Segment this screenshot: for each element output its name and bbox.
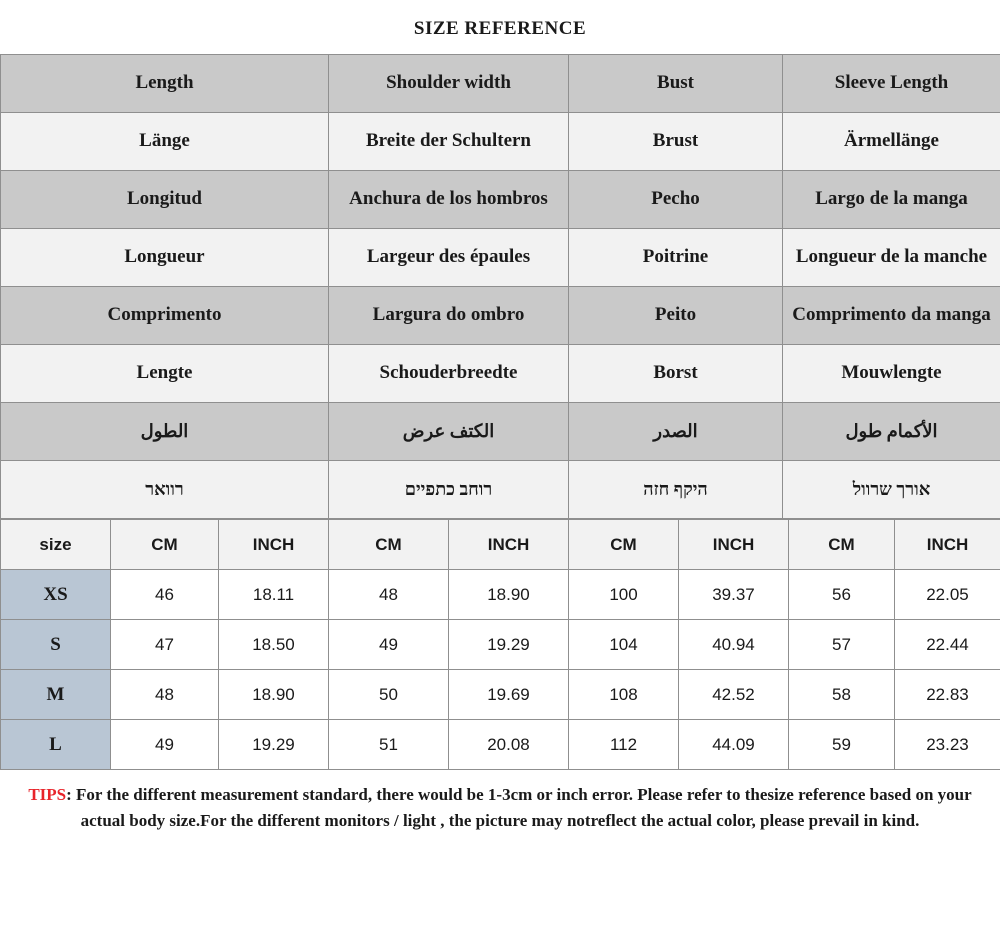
lang-length: Longueur bbox=[1, 229, 329, 287]
table-row bbox=[1, 113, 1000, 171]
lang-shoulder: Anchura de los hombros bbox=[329, 171, 569, 229]
cell-shoulder-inch: 20.08 bbox=[449, 720, 569, 770]
cell-shoulder-inch: 19.29 bbox=[449, 620, 569, 670]
lang-length: Longitud bbox=[1, 171, 329, 229]
tips-label: TIPS bbox=[28, 785, 67, 804]
cell-sleeve-inch: 22.44 bbox=[895, 620, 1000, 670]
lang-sleeve: Mouwlengte bbox=[783, 345, 1000, 403]
lang-shoulder: Largeur des épaules bbox=[329, 229, 569, 287]
cell-bust-cm: 100 bbox=[569, 570, 679, 620]
table-row bbox=[1, 670, 1000, 720]
cell-bust-inch: 42.52 bbox=[679, 670, 789, 720]
cell-length-inch: 18.50 bbox=[219, 620, 329, 670]
lang-shoulder: רוחב כתפיים bbox=[329, 461, 569, 519]
cell-bust-inch: 44.09 bbox=[679, 720, 789, 770]
lang-bust: Borst bbox=[569, 345, 783, 403]
table-row bbox=[1, 171, 1000, 229]
cell-length-inch: 19.29 bbox=[219, 720, 329, 770]
cell-sleeve-inch: 22.05 bbox=[895, 570, 1000, 620]
table-row bbox=[1, 287, 1000, 345]
lang-sleeve: Largo de la manga bbox=[783, 171, 1000, 229]
table-row bbox=[1, 461, 1000, 519]
size-label: S bbox=[1, 620, 111, 670]
page-title: SIZE REFERENCE bbox=[413, 18, 587, 39]
table-row bbox=[1, 345, 1000, 403]
lang-bust: Peito bbox=[569, 287, 783, 345]
lang-length: רוואר bbox=[1, 461, 329, 519]
cell-length-cm: 46 bbox=[111, 570, 219, 620]
measurement-table bbox=[0, 519, 1000, 770]
table-row bbox=[1, 570, 1000, 620]
unit-header-cm-bust: CM bbox=[569, 520, 679, 570]
lang-shoulder: Breite der Schultern bbox=[329, 113, 569, 171]
language-table bbox=[0, 54, 1000, 519]
table-row bbox=[1, 55, 1000, 113]
unit-header-inch-sleeve: INCH bbox=[895, 520, 1000, 570]
lang-sleeve: Longueur de la manche bbox=[783, 229, 1000, 287]
cell-shoulder-cm: 49 bbox=[329, 620, 449, 670]
cell-shoulder-cm: 50 bbox=[329, 670, 449, 720]
cell-sleeve-inch: 23.23 bbox=[895, 720, 1000, 770]
cell-sleeve-cm: 59 bbox=[789, 720, 895, 770]
lang-bust: Poitrine bbox=[569, 229, 783, 287]
lang-length: Lengte bbox=[1, 345, 329, 403]
cell-bust-cm: 104 bbox=[569, 620, 679, 670]
lang-sleeve: Sleeve Length bbox=[783, 55, 1000, 113]
lang-sleeve: الأكمام طول bbox=[783, 403, 1000, 461]
table-row bbox=[1, 229, 1000, 287]
size-label: L bbox=[1, 720, 111, 770]
cell-shoulder-cm: 51 bbox=[329, 720, 449, 770]
lang-shoulder: الكتف عرض bbox=[329, 403, 569, 461]
lang-sleeve: אורך שרוול bbox=[783, 461, 1000, 519]
tips-note bbox=[0, 770, 1000, 835]
cell-sleeve-inch: 22.83 bbox=[895, 670, 1000, 720]
cell-sleeve-cm: 58 bbox=[789, 670, 895, 720]
cell-length-inch: 18.11 bbox=[219, 570, 329, 620]
table-header-row bbox=[1, 520, 1000, 570]
cell-bust-inch: 39.37 bbox=[679, 570, 789, 620]
unit-header-inch-length: INCH bbox=[219, 520, 329, 570]
cell-bust-inch: 40.94 bbox=[679, 620, 789, 670]
cell-bust-cm: 108 bbox=[569, 670, 679, 720]
lang-length: Länge bbox=[1, 113, 329, 171]
cell-length-inch: 18.90 bbox=[219, 670, 329, 720]
cell-sleeve-cm: 56 bbox=[789, 570, 895, 620]
size-header: size bbox=[1, 520, 111, 570]
unit-header-cm-shoulder: CM bbox=[329, 520, 449, 570]
measurement-table-body bbox=[1, 520, 1000, 770]
unit-header-cm-sleeve: CM bbox=[789, 520, 895, 570]
lang-length: Comprimento bbox=[1, 287, 329, 345]
language-table-body bbox=[1, 55, 1000, 519]
size-label: XS bbox=[1, 570, 111, 620]
lang-sleeve: Ärmellänge bbox=[783, 113, 1000, 171]
tips-text: : For the different measurement standard, there would be 1-3cm or inch error. Please refer to thesize reference based on your actual body size.For the different monitors / light , the picture may notreflect the actual color, please prevail in kind. bbox=[66, 785, 972, 831]
lang-shoulder: Shoulder width bbox=[329, 55, 569, 113]
lang-bust: היקף חזה bbox=[569, 461, 783, 519]
lang-shoulder: Largura do ombro bbox=[329, 287, 569, 345]
cell-length-cm: 48 bbox=[111, 670, 219, 720]
lang-bust: Bust bbox=[569, 55, 783, 113]
cell-sleeve-cm: 57 bbox=[789, 620, 895, 670]
lang-bust: Pecho bbox=[569, 171, 783, 229]
table-row bbox=[1, 620, 1000, 670]
lang-shoulder: Schouderbreedte bbox=[329, 345, 569, 403]
cell-bust-cm: 112 bbox=[569, 720, 679, 770]
table-row bbox=[1, 403, 1000, 461]
lang-length: Length bbox=[1, 55, 329, 113]
unit-header-inch-shoulder: INCH bbox=[449, 520, 569, 570]
unit-header-inch-bust: INCH bbox=[679, 520, 789, 570]
cell-shoulder-cm: 48 bbox=[329, 570, 449, 620]
cell-shoulder-inch: 18.90 bbox=[449, 570, 569, 620]
cell-shoulder-inch: 19.69 bbox=[449, 670, 569, 720]
lang-bust: Brust bbox=[569, 113, 783, 171]
table-row bbox=[1, 720, 1000, 770]
lang-length: الطول bbox=[1, 403, 329, 461]
lang-sleeve: Comprimento da manga bbox=[783, 287, 1000, 345]
cell-length-cm: 47 bbox=[111, 620, 219, 670]
size-label: M bbox=[1, 670, 111, 720]
lang-bust: الصدر bbox=[569, 403, 783, 461]
unit-header-cm-length: CM bbox=[111, 520, 219, 570]
cell-length-cm: 49 bbox=[111, 720, 219, 770]
